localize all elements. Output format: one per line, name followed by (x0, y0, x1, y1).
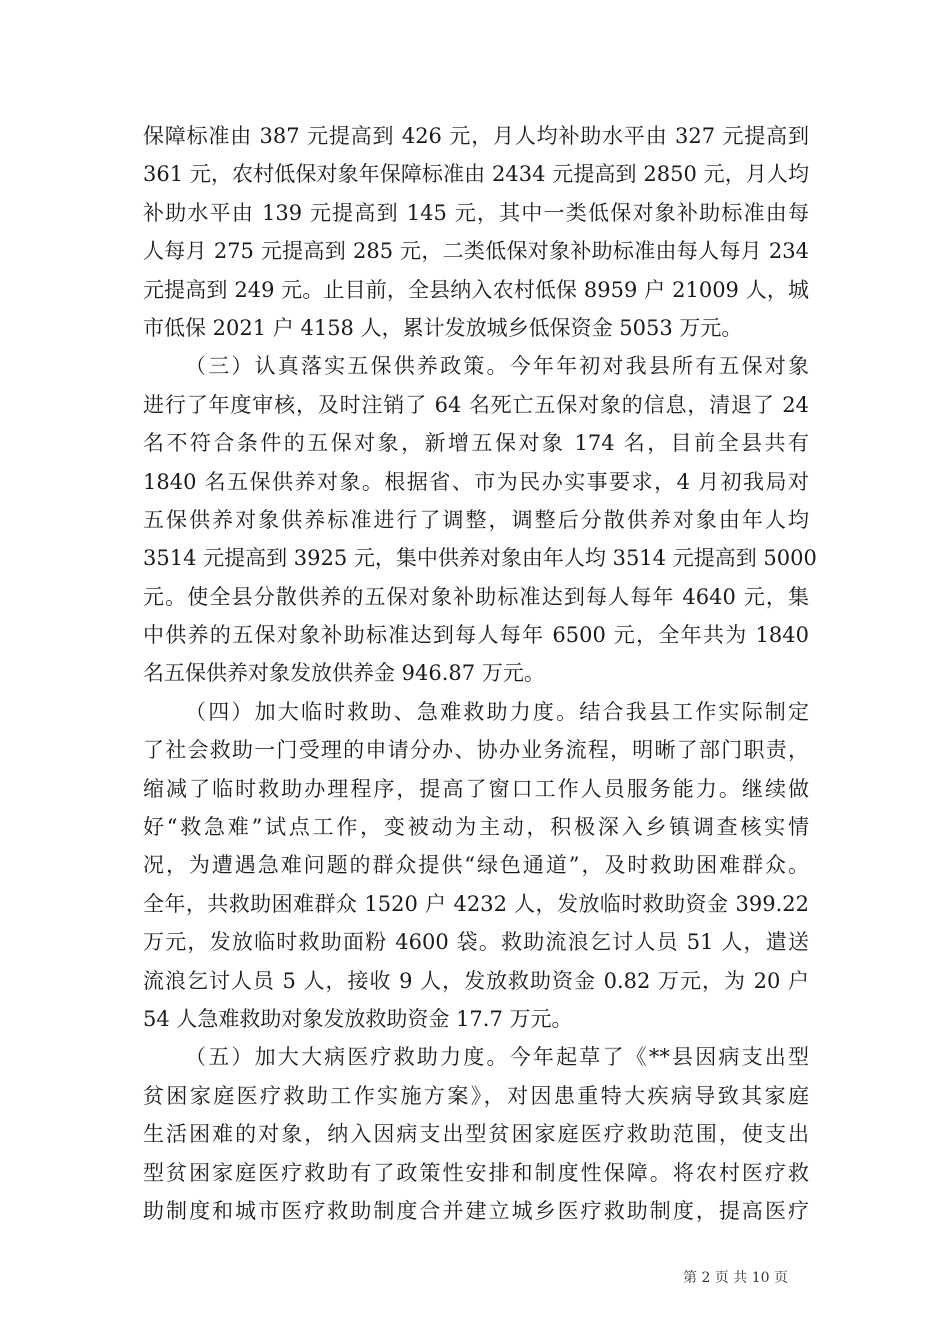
text-line: 361 元，农村低保对象年保障标准由 2434 元提高到 2850 元，月人均 (143, 162, 809, 187)
text-line: 全年，共救助困难群众 1520 户 4232 人，发放临时救助资金 399.22 (143, 891, 809, 916)
text-line: 元。使全县分散供养的五保对象补助标准达到每人每年 4640 元，集 (143, 584, 809, 609)
paragraph-temporary-assistance (143, 693, 809, 1039)
text-line: （三）认真落实五保供养政策。今年年初对我县所有五保对象 (185, 354, 809, 379)
text-line: 贫困家庭医疗救助工作实施方案》，对因患重特大疾病导致其家庭 (143, 1083, 809, 1108)
text-line: 1840 名五保供养对象。根据省、市为民办实事要求，4 月初我局对 (143, 469, 809, 494)
text-line: （四）加大临时救助、急难救助力度。结合我县工作实际制定 (185, 699, 809, 724)
text-line: 五保供养对象供养标准进行了调整，调整后分散供养对象由年人均 (143, 507, 809, 532)
paragraph-medical-assistance (143, 1038, 809, 1230)
text-line: 进行了年度审核，及时注销了 64 名死亡五保对象的信息，清退了 24 (143, 392, 809, 417)
text-line: 了社会救助一门受理的申请分办、协办业务流程，明晰了部门职责， (143, 738, 809, 763)
text-line: 助制度和城市医疗救助制度合并建立城乡医疗救助制度，提高医疗 (143, 1198, 809, 1223)
text-line: 补助水平由 139 元提高到 145 元，其中一类低保对象补助标准由每 (143, 200, 809, 225)
text-line: 况，为遭遇急难问题的群众提供“绿色通道”，及时救助困难群众。 (143, 853, 809, 878)
text-line: （五）加大大病医疗救助力度。今年起草了《**县因病支出型 (185, 1045, 809, 1070)
text-line: 好“救急难”试点工作，变被动为主动，积极深入乡镇调查核实情 (143, 815, 809, 840)
page-number-footer: 第 2 页 共 10 页 (683, 1270, 788, 1286)
text-line: 市低保 2021 户 4158 人，累计发放城乡低保资金 5053 万元。 (143, 315, 743, 340)
text-line: 中供养的五保对象补助标准达到每人每年 6500 元，全年共为 1840 (143, 623, 809, 648)
text-line: 型贫困家庭医疗救助有了政策性安排和制度性保障。将农村医疗救 (143, 1160, 809, 1185)
text-line: 人每月 275 元提高到 285 元，二类低保对象补助标准由每人每月 234 (143, 239, 809, 264)
text-line: 万元，发放临时救助面粉 4600 袋。救助流浪乞讨人员 51 人，遣送 (143, 930, 809, 955)
text-line: 元提高到 249 元。止目前，全县纳入农村低保 8959 户 21009 人，城 (143, 277, 809, 302)
text-line: 缩减了临时救助办理程序，提高了窗口工作人员服务能力。继续做 (143, 776, 809, 801)
text-line: 生活困难的对象，纳入因病支出型贫困家庭医疗救助范围，使支出 (143, 1122, 809, 1147)
text-line: 3514 元提高到 3925 元，集中供养对象由年人均 3514 元提高到 5000 (143, 546, 817, 571)
text-line: 保障标准由 387 元提高到 426 元，月人均补助水平由 327 元提高到 (143, 124, 809, 148)
paragraph-five-guarantees (143, 347, 817, 693)
text-line: 流浪乞讨人员 5 人，接收 9 人，发放救助资金 0.82 万元，为 20 户 (143, 968, 809, 993)
document-body (143, 117, 817, 1230)
text-line: 名不符合条件的五保对象，新增五保对象 174 名，目前全县共有 (143, 431, 809, 456)
text-line: 名五保供养对象发放供养金 946.87 万元。 (143, 661, 545, 686)
paragraph-low-income-standards (143, 117, 809, 347)
text-line: 54 人急难救助对象发放救助资金 17.7 万元。 (143, 1006, 573, 1031)
